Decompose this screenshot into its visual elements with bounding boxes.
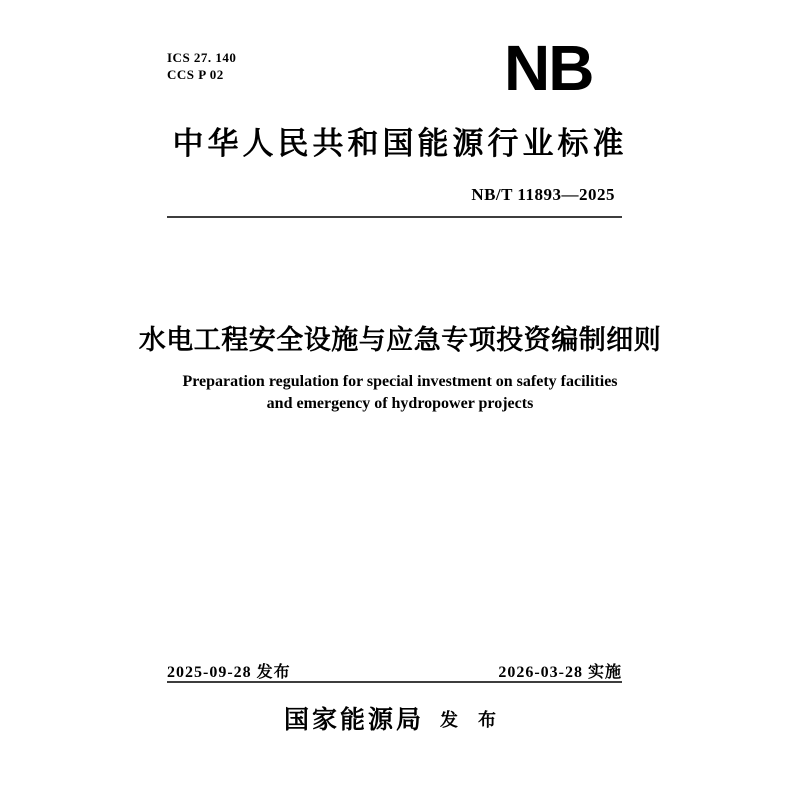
ics-code: ICS 27. 140 (167, 50, 237, 65)
publisher-name: 国家能源局 (283, 707, 424, 734)
standard-number: NB/T 11893—2025 (471, 185, 615, 204)
dates-row (167, 659, 622, 682)
document-title-english (0, 371, 800, 415)
standard-type-heading: 中华人民共和国能源行业标准 (172, 126, 628, 161)
classification-codes (167, 49, 236, 83)
issue-date: 2025-09-28 发布 (167, 664, 291, 681)
ccs-code: CCS P 02 (167, 67, 224, 82)
publish-verb: 发布 (440, 710, 516, 730)
title-english-line2: and emergency of hydropower projects (266, 395, 534, 412)
publisher-row (0, 700, 800, 736)
document-title-chinese: 水电工程安全设施与应急专项投资编制细则 (138, 325, 662, 355)
title-english-line1: Preparation regulation for special investment on safety facilities (182, 373, 618, 390)
bottom-rule-line (167, 681, 622, 683)
implement-date: 2026-03-28 实施 (498, 664, 622, 681)
nb-logo: NB (504, 32, 593, 104)
top-rule-line (167, 216, 622, 218)
